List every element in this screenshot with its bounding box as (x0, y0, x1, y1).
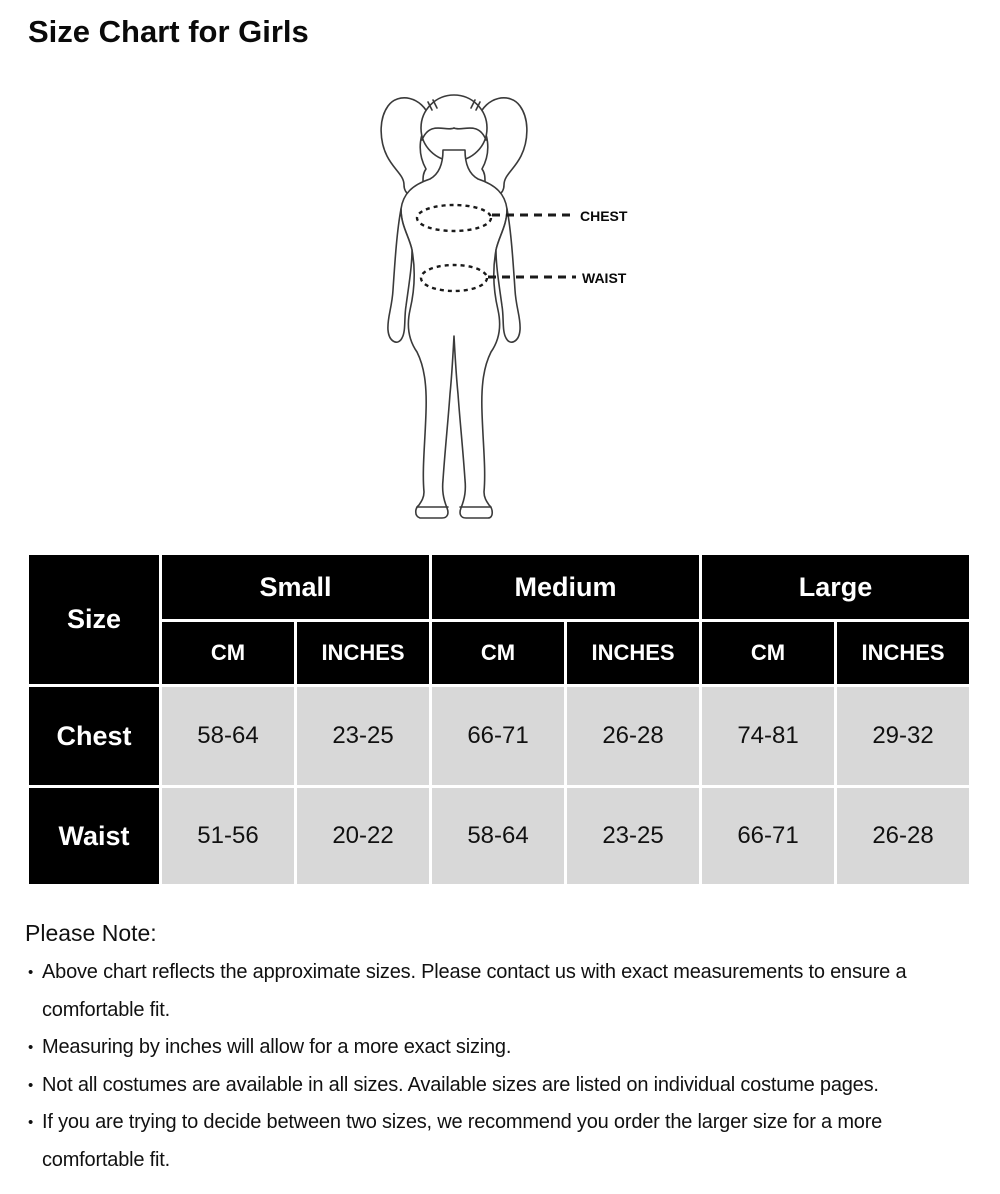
note-item (24, 954, 976, 1029)
waist-figure-label: WAIST (582, 270, 627, 286)
group-header-large: Large (702, 555, 969, 619)
girl-outline-illustration (370, 88, 660, 538)
unit-header-medium-inches: INCHES (567, 622, 699, 684)
size-header-cell: Size (29, 555, 159, 684)
waist-large-inches: 26-28 (837, 788, 969, 884)
waist-small-cm: 51-56 (162, 788, 294, 884)
unit-header-large-inches: INCHES (837, 622, 969, 684)
table-row-waist (29, 788, 969, 884)
group-header-small: Small (162, 555, 429, 619)
note-item (24, 1029, 976, 1067)
notes-list (24, 954, 976, 1179)
bullet-icon: • (28, 1114, 34, 1131)
note-item (24, 1067, 976, 1105)
bullet-icon: • (28, 1076, 34, 1094)
note-text: If you are trying to decide between two sizes, we recommend you order the larger size for a more comfortable fit. (42, 1111, 883, 1171)
chest-large-inches: 29-32 (837, 687, 969, 785)
waist-small-inches: 20-22 (297, 788, 429, 884)
waist-large-cm: 66-71 (702, 788, 834, 884)
row-label-chest: Chest (29, 687, 159, 785)
notes-section (24, 920, 976, 1179)
chest-medium-cm: 66-71 (432, 687, 564, 785)
girl-measurement-figure (370, 88, 660, 538)
unit-header-medium-cm: CM (432, 622, 564, 684)
chest-small-inches: 23-25 (297, 687, 429, 785)
page-title: Size Chart for Girls (28, 14, 309, 49)
note-text: Not all costumes are available in all sizes. Available sizes are listed on individual costume pages. (42, 1073, 879, 1096)
chest-figure-label: CHEST (580, 208, 628, 224)
unit-header-small-cm: CM (162, 622, 294, 684)
table-row-chest (29, 687, 969, 785)
bullet-icon: • (28, 964, 34, 981)
waist-medium-cm: 58-64 (432, 788, 564, 884)
row-label-waist: Waist (29, 788, 159, 884)
body-outline (401, 150, 507, 518)
note-text: Measuring by inches will allow for a more exact sizing. (42, 1036, 512, 1058)
chest-small-cm: 58-64 (162, 687, 294, 785)
note-item (24, 1104, 976, 1179)
waist-medium-inches: 23-25 (567, 788, 699, 884)
notes-heading: Please Note: (25, 920, 157, 946)
note-text: Above chart reflects the approximate sizes. Please contact us with exact measurements to ensure a comfortable fit. (42, 961, 907, 1021)
unit-header-large-cm: CM (702, 622, 834, 684)
bullet-icon: • (28, 1039, 34, 1056)
group-header-medium: Medium (432, 555, 699, 619)
chest-large-cm: 74-81 (702, 687, 834, 785)
chest-medium-inches: 26-28 (567, 687, 699, 785)
size-chart-table (26, 552, 972, 887)
unit-header-small-inches: INCHES (297, 622, 429, 684)
